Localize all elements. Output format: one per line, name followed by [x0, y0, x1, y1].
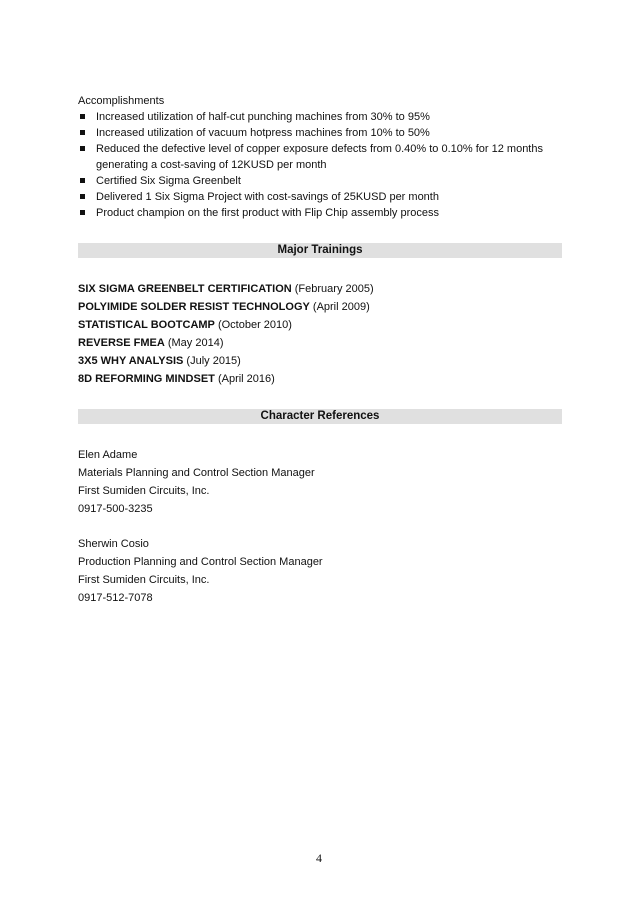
training-title: 8D REFORMING MINDSET: [78, 373, 215, 385]
reference-phone: 0917-500-3235: [78, 503, 153, 515]
page-number: 4: [316, 851, 322, 865]
training-date: (May 2014): [164, 337, 224, 349]
square-bullet-icon: [80, 114, 85, 119]
reference-company: First Sumiden Circuits, Inc.: [78, 485, 210, 497]
training-title: 3X5 WHY ANALYSIS: [78, 355, 184, 367]
training-item: [78, 334, 562, 352]
training-item: [78, 370, 562, 388]
major-trainings-header: Major Trainings: [78, 243, 562, 258]
square-bullet-icon: [80, 194, 85, 199]
square-bullet-icon: [80, 130, 85, 135]
training-title: REVERSE FMEA: [78, 337, 165, 349]
reference-entry: [78, 535, 562, 607]
references-list: [78, 446, 562, 607]
training-item: [78, 280, 562, 298]
training-date: (April 2009): [309, 301, 370, 313]
list-item: [78, 141, 562, 173]
square-bullet-icon: [80, 146, 85, 151]
reference-position: Materials Planning and Control Section Manager: [78, 467, 315, 479]
reference-phone: 0917-512-7078: [78, 592, 153, 604]
page-content: [78, 93, 562, 624]
reference-position: Production Planning and Control Section Manager: [78, 556, 323, 568]
reference-name: Sherwin Cosio: [78, 538, 149, 550]
training-date: (July 2015): [183, 355, 241, 367]
training-item: [78, 298, 562, 316]
list-item: [78, 189, 562, 205]
square-bullet-icon: [80, 178, 85, 183]
accomplishments-list: [78, 109, 562, 221]
list-item-text: Product champion on the first product with Flip Chip assembly process: [96, 207, 439, 219]
list-item: [78, 125, 562, 141]
list-item-text: Delivered 1 Six Sigma Project with cost-savings of 25KUSD per month: [96, 191, 439, 203]
training-item: [78, 316, 562, 334]
training-date: (April 2016): [214, 373, 275, 385]
training-date: (February 2005): [291, 283, 374, 295]
list-item-text: Certified Six Sigma Greenbelt: [96, 175, 241, 187]
training-date: (October 2010): [214, 319, 292, 331]
accomplishments-label: Accomplishments: [78, 95, 165, 107]
reference-company: First Sumiden Circuits, Inc.: [78, 574, 210, 586]
reference-name: Elen Adame: [78, 449, 138, 461]
list-item: [78, 109, 562, 125]
training-item: [78, 352, 562, 370]
trainings-list: [78, 280, 562, 388]
reference-entry: [78, 446, 562, 518]
list-item-text: Increased utilization of vacuum hotpress machines from 10% to 50%: [96, 127, 430, 139]
list-item: [78, 205, 562, 221]
list-item-text: Reduced the defective level of copper exposure defects from 0.40% to 0.10% for 12 months generating a cost-saving of 12KUSD per month: [96, 143, 543, 171]
square-bullet-icon: [80, 210, 85, 215]
list-item-text: Increased utilization of half-cut punching machines from 30% to 95%: [96, 111, 430, 123]
list-item: [78, 173, 562, 189]
training-title: SIX SIGMA GREENBELT CERTIFICATION: [78, 283, 292, 295]
training-title: STATISTICAL BOOTCAMP: [78, 319, 215, 331]
training-title: POLYIMIDE SOLDER RESIST TECHNOLOGY: [78, 301, 310, 313]
character-references-header: Character References: [78, 409, 562, 424]
